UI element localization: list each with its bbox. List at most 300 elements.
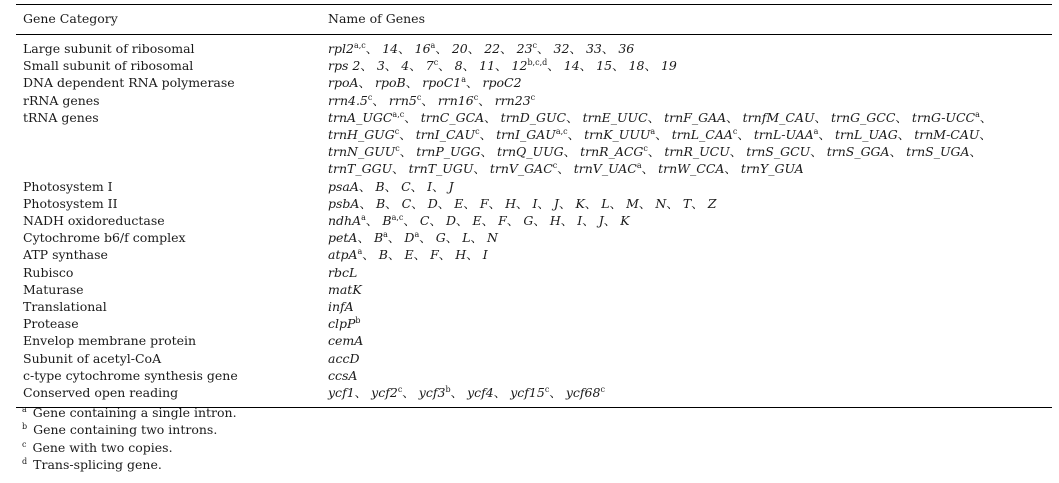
gene-label: psbA (328, 195, 360, 211)
gene-category-cell: Envelop membrane protein (23, 333, 197, 349)
table-row (16, 384, 1052, 401)
footnote-mark: d (22, 457, 28, 467)
gene-name (487, 230, 498, 245)
table-row (16, 57, 1052, 74)
gene-name (583, 110, 661, 125)
gene-separator: 、 (737, 127, 750, 143)
table-row (16, 264, 1052, 281)
gene-separator: 、 (410, 178, 424, 194)
gene-label: E (472, 213, 482, 229)
gene-footnote-mark: a (361, 213, 366, 223)
gene-label: N (655, 195, 667, 211)
gene-names-cell (328, 195, 1052, 212)
gene-label: rpoA (328, 75, 359, 91)
table-row (16, 178, 1052, 195)
gene-separator: 、 (560, 213, 574, 229)
gene-label: 32 (553, 41, 570, 56)
gene-name (389, 93, 434, 108)
gene-name (401, 179, 423, 194)
gene-footnote-mark: a,c (555, 127, 568, 137)
gene-separator: 、 (569, 41, 582, 56)
gene-name (382, 213, 416, 228)
footnote-text: Gene with two copies. (32, 439, 173, 455)
gene-label: ycf3 (418, 385, 446, 401)
gene-name (415, 41, 448, 56)
footnote-mark: a (22, 405, 27, 414)
gene-separator: 、 (579, 58, 593, 74)
gene-label: B (378, 247, 388, 263)
gene-label: trnH_GUG (328, 127, 395, 143)
gene-label: rbcL (328, 264, 358, 280)
gene-label: E (454, 195, 464, 211)
gene-separator: 、 (359, 195, 372, 211)
gene-name (484, 41, 512, 56)
table-row (16, 246, 1052, 263)
footnote-mark: c (22, 439, 27, 449)
gene-name (629, 58, 657, 73)
gene-footnote-mark: a (414, 230, 420, 240)
gene-name (655, 196, 678, 211)
gene-name (577, 213, 594, 228)
gene-name (601, 196, 622, 211)
gene-label: trnS_UGA (906, 144, 970, 160)
gene-name (479, 58, 507, 73)
gene-name (328, 247, 375, 262)
table-header (16, 5, 1052, 31)
gene-label: L (601, 195, 610, 211)
gene-name (496, 127, 580, 142)
gene-label: G (523, 213, 534, 229)
gene-names-cell (328, 246, 1052, 263)
gene-separator: 、 (549, 385, 562, 401)
gene-separator: 、 (500, 41, 513, 56)
header-gene-category: Gene Category (23, 10, 118, 26)
gene-separator: 、 (612, 58, 625, 74)
gene-category-cell: NADH oxidoreductase (23, 213, 165, 229)
gene-label: trnF_GAA (664, 109, 727, 125)
gene-label: E (404, 247, 414, 263)
gene-name (683, 196, 704, 211)
gene-category-cell: Cytochrome b6/f complex (23, 230, 186, 246)
gene-separator: 、 (814, 109, 828, 125)
gene-separator: 、 (537, 41, 550, 56)
gene-separator: 、 (358, 178, 372, 194)
gene-names-cell (328, 264, 1052, 281)
gene-name (827, 144, 902, 159)
gene-name (483, 75, 522, 90)
gene-separator: 、 (404, 109, 417, 125)
gene-label: 20 (451, 41, 468, 56)
gene-label: ycf2 (371, 385, 398, 401)
gene-separator: 、 (638, 195, 652, 211)
gene-names-cell (328, 40, 1052, 57)
gene-label: J (553, 195, 559, 211)
gene-label: 18 (628, 58, 645, 74)
gene-name (421, 110, 497, 125)
gene-separator: 、 (479, 127, 493, 143)
gene-name (743, 110, 827, 125)
gene-name (430, 247, 451, 262)
gene-category-cell: ATP synthase (23, 247, 108, 263)
gene-name (599, 213, 617, 228)
gene-separator: 、 (432, 178, 445, 194)
gene-name (328, 127, 412, 142)
gene-label: J (598, 213, 604, 229)
gene-name (328, 75, 371, 90)
gene-name (404, 247, 426, 262)
gene-label: B (373, 230, 384, 246)
table-row (16, 74, 1052, 91)
gene-separator: 、 (641, 161, 655, 177)
gene-name (497, 144, 576, 159)
gene-name (371, 385, 415, 400)
gene-separator: 、 (392, 161, 405, 177)
gene-separator: 、 (557, 161, 570, 177)
gene-label: ycf15 (510, 385, 545, 401)
gene-footnote-mark: b (355, 316, 361, 326)
gene-label: trnT_GGU (328, 161, 393, 177)
gene-separator: 、 (403, 213, 416, 229)
gene-label: trnW_CCA (658, 161, 725, 177)
gene-separator: 、 (810, 144, 823, 160)
gene-footnote-mark: a,c (353, 41, 366, 50)
table-row (16, 315, 1052, 332)
gene-label: accD (328, 350, 360, 366)
gene-separator: 、 (897, 127, 911, 143)
gene-category-cell: c-type cytochrome synthesis gene (23, 367, 238, 383)
gene-label: 33 (585, 41, 602, 56)
gene-label: rrn16 (437, 92, 474, 108)
table-row (16, 298, 1052, 315)
gene-separator: 、 (729, 144, 743, 160)
gene-separator: 、 (563, 144, 577, 160)
gene-names-cell (328, 315, 1052, 332)
gene-name (480, 196, 501, 211)
gene-name (328, 161, 405, 176)
gene-footnote-mark: c (433, 58, 439, 68)
gene-name (328, 368, 357, 383)
gene-separator: 、 (358, 75, 372, 91)
gene-footnote-mark: a (357, 247, 363, 257)
gene-label: 7 (425, 58, 434, 74)
gene-separator: 、 (387, 230, 401, 246)
gene-label: trnQ_UUG (497, 144, 564, 160)
gene-names-cell (328, 229, 1052, 246)
gene-separator: 、 (609, 195, 623, 211)
gene-label: C (419, 213, 430, 229)
gene-separator: 、 (488, 195, 502, 211)
gene-name (566, 385, 605, 400)
gene-footnote-mark: c (643, 144, 648, 154)
gene-label: D (404, 230, 415, 246)
footnote (22, 421, 237, 438)
gene-name (402, 196, 424, 211)
gene-name (454, 196, 476, 211)
gene-label: 11 (479, 58, 496, 74)
gene-label: I (532, 195, 538, 211)
gene-name (596, 58, 624, 73)
gene-label: B (375, 195, 386, 211)
gene-separator: 、 (399, 127, 412, 143)
gene-separator: 、 (429, 213, 442, 229)
gene-name (574, 161, 654, 176)
gene-separator: 、 (413, 247, 427, 263)
gene-label: K (575, 195, 585, 211)
gene-separator: 、 (387, 247, 401, 263)
gene-separator: 、 (398, 41, 411, 56)
gene-label: petA (328, 230, 358, 246)
gene-label: rpl2 (328, 41, 354, 56)
gene-name (328, 93, 385, 108)
gene-name (438, 93, 491, 108)
gene-separator: 、 (644, 58, 657, 74)
gene-separator: 、 (515, 195, 529, 211)
gene-footnote-mark: a (636, 161, 642, 171)
gene-name (510, 385, 562, 400)
gene-label: trnY_GUA (740, 161, 804, 177)
gene-footnote-mark: c (416, 92, 422, 102)
gene-name (328, 316, 361, 331)
gene-separator: 、 (979, 127, 992, 143)
gene-label: I (482, 247, 488, 263)
gene-name (455, 58, 475, 73)
gene-name (428, 196, 451, 211)
gene-label: L (462, 230, 471, 246)
gene-separator: 、 (655, 127, 668, 143)
gene-name (554, 41, 582, 56)
gene-name (754, 127, 831, 142)
gene-names-cell (328, 57, 1052, 74)
gene-label: 3 (376, 58, 385, 74)
gene-names-cell (328, 212, 1052, 229)
gene-separator: 、 (384, 58, 398, 74)
gene-names-cell (328, 92, 1052, 109)
gene-label: J (448, 178, 454, 194)
gene-label: rrn5 (388, 92, 417, 108)
gene-separator: 、 (979, 109, 993, 125)
gene-label: 8 (454, 58, 463, 74)
gene-label: trnfM_CAU (742, 109, 815, 125)
gene-separator: 、 (365, 213, 379, 229)
gene-name (328, 179, 371, 194)
gene-names-cell (328, 298, 1052, 315)
gene-name (328, 41, 378, 56)
gene-label: F (479, 195, 489, 211)
gene-name (382, 41, 410, 56)
gene-separator: 、 (484, 109, 497, 125)
gene-name (584, 127, 668, 142)
gene-name (328, 58, 373, 73)
gene-name (498, 213, 519, 228)
gene-separator: 、 (473, 161, 486, 177)
table-row (16, 109, 1052, 178)
gene-name (741, 161, 804, 176)
gene-separator: 、 (384, 178, 398, 194)
gene-separator: 、 (409, 58, 422, 74)
gene-label: 14 (382, 41, 399, 56)
gene-name (375, 75, 418, 90)
gene-category-cell: Maturase (23, 281, 84, 297)
gene-separator: 、 (445, 230, 459, 246)
gene-footnote-mark: a (383, 230, 388, 240)
gene-separator: 、 (405, 75, 419, 91)
gene-footnote-mark: b,c,d (527, 58, 548, 68)
gene-name (328, 351, 359, 366)
gene-separator: 、 (467, 41, 481, 56)
gene-label: H (505, 195, 516, 211)
gene-name (455, 247, 478, 262)
gene-label: matK (328, 281, 362, 297)
gene-label: trnS_GGA (826, 144, 890, 160)
gene-label: M (626, 195, 639, 211)
gene-footnote-mark: a (813, 127, 819, 137)
gene-name (618, 41, 634, 56)
gene-category-cell: Photosystem I (23, 178, 113, 194)
gene-separator: 、 (558, 195, 572, 211)
gene-label: trnL-UAA (753, 127, 814, 143)
gene-separator: 、 (493, 385, 507, 401)
gene-footnote-mark: c (600, 385, 605, 395)
gene-label: trnV_GAC (489, 161, 553, 177)
gene-label: trnT_UGU (408, 161, 474, 177)
gene-names-cell (328, 109, 1052, 178)
gene-separator: 、 (437, 195, 451, 211)
gene-category-cell: Rubisco (23, 264, 74, 280)
gene-category-cell: Small subunit of ribosomal (23, 58, 194, 74)
gene-label: 12 (511, 58, 528, 74)
gene-label: trnD_GUC (500, 109, 567, 125)
gene-separator: 、 (354, 385, 368, 401)
gene-name (401, 58, 421, 73)
gene-footnote-mark: c (395, 144, 400, 154)
gene-label: 16 (414, 41, 431, 56)
gene-separator: 、 (450, 385, 464, 401)
gene-name (831, 110, 908, 125)
gene-footnote-mark: c (367, 92, 373, 102)
gene-label: F (498, 213, 507, 229)
gene-label: trnN_GUU (328, 144, 396, 160)
gene-footnote-mark: c (394, 127, 400, 137)
gene-label: ycf68 (565, 385, 601, 401)
gene-name (462, 230, 483, 245)
gene-label: atpA (328, 247, 358, 263)
footnote-text: Trans-splicing gene. (33, 457, 162, 473)
gene-separator: 、 (357, 230, 370, 246)
gene-label: rrn4.5 (328, 92, 368, 108)
gene-footnote-mark: c (544, 385, 550, 395)
table-row (16, 350, 1052, 367)
gene-label: rpoC2 (482, 75, 522, 91)
header-name-of-genes: Name of Genes (328, 10, 425, 26)
gene-label: T (682, 195, 692, 211)
gene-label: trnI_GAU (496, 127, 556, 143)
gene-name (452, 41, 480, 56)
gene-category-cell: Protease (23, 316, 79, 332)
gene-category-cell: Subunit of acetyl-CoA (23, 350, 162, 366)
gene-name (328, 110, 417, 125)
gene-category-cell: Conserved open reading (23, 385, 179, 401)
gene-name (664, 110, 739, 125)
gene-name (532, 196, 549, 211)
gene-label: rrn23 (494, 92, 531, 108)
table-body (16, 35, 1052, 401)
gene-separator: 、 (647, 109, 661, 125)
gene-label: G (435, 230, 446, 246)
gene-separator: 、 (506, 213, 520, 229)
gene-label: cemA (328, 333, 364, 349)
gene-name (512, 58, 560, 73)
gene-separator: 、 (481, 213, 495, 229)
gene-name (375, 179, 397, 194)
gene-label: 4 (401, 58, 410, 74)
gene-category-cell: DNA dependent RNA polymerase (23, 75, 235, 91)
gene-separator: 、 (419, 230, 432, 246)
gene-label: B (382, 213, 392, 229)
gene-separator: 、 (470, 230, 484, 246)
gene-label: 19 (660, 58, 677, 74)
gene-separator: 、 (385, 195, 398, 211)
gene-label: 14 (563, 58, 580, 74)
gene-label: trnS_GCU (746, 144, 811, 160)
gene-name (483, 247, 488, 262)
gene-name (906, 144, 982, 159)
gene-label: trnG_GCC (831, 109, 896, 125)
gene-category-cell: rRNA genes (23, 92, 100, 108)
gene-separator: 、 (895, 109, 908, 125)
gene-label: ndhA (328, 213, 362, 229)
gene-table (16, 4, 1052, 408)
gene-separator: 、 (603, 213, 617, 229)
gene-separator: 、 (466, 75, 479, 91)
gene-separator: 、 (601, 41, 615, 56)
gene-separator: 、 (537, 195, 550, 211)
gene-label: trnG-UCC (911, 109, 976, 125)
gene-name (580, 144, 660, 159)
gene-name (328, 196, 372, 211)
gene-label: Z (707, 195, 717, 211)
gene-name (501, 110, 579, 125)
gene-footnote-mark: a (975, 109, 980, 119)
gene-label: trnP_UGG (416, 144, 481, 160)
gene-name (658, 161, 737, 176)
gene-name (505, 196, 528, 211)
gene-name (328, 230, 370, 245)
gene-name (550, 213, 573, 228)
gene-name (664, 144, 742, 159)
gene-name (420, 213, 442, 228)
gene-separator: 、 (969, 144, 983, 160)
gene-name (914, 127, 992, 142)
gene-footnote-mark: c (530, 92, 536, 102)
gene-footnote-mark: c (732, 127, 738, 137)
gene-label: trnA_UGC (328, 109, 393, 125)
gene-separator: 、 (480, 144, 494, 160)
gene-name (473, 213, 495, 228)
gene-separator: 、 (463, 195, 476, 211)
gene-label: ycf1 (328, 385, 355, 401)
gene-footnote-mark: a (461, 75, 467, 85)
gene-name (446, 213, 469, 228)
gene-label: D (427, 195, 438, 211)
table-row (16, 281, 1052, 298)
gene-separator: 、 (666, 195, 679, 211)
footnote-mark: b (22, 422, 28, 432)
gene-name (426, 58, 451, 73)
table-row (16, 92, 1052, 109)
gene-name (328, 213, 378, 228)
gene-name (379, 247, 401, 262)
gene-separator: 、 (438, 247, 452, 263)
